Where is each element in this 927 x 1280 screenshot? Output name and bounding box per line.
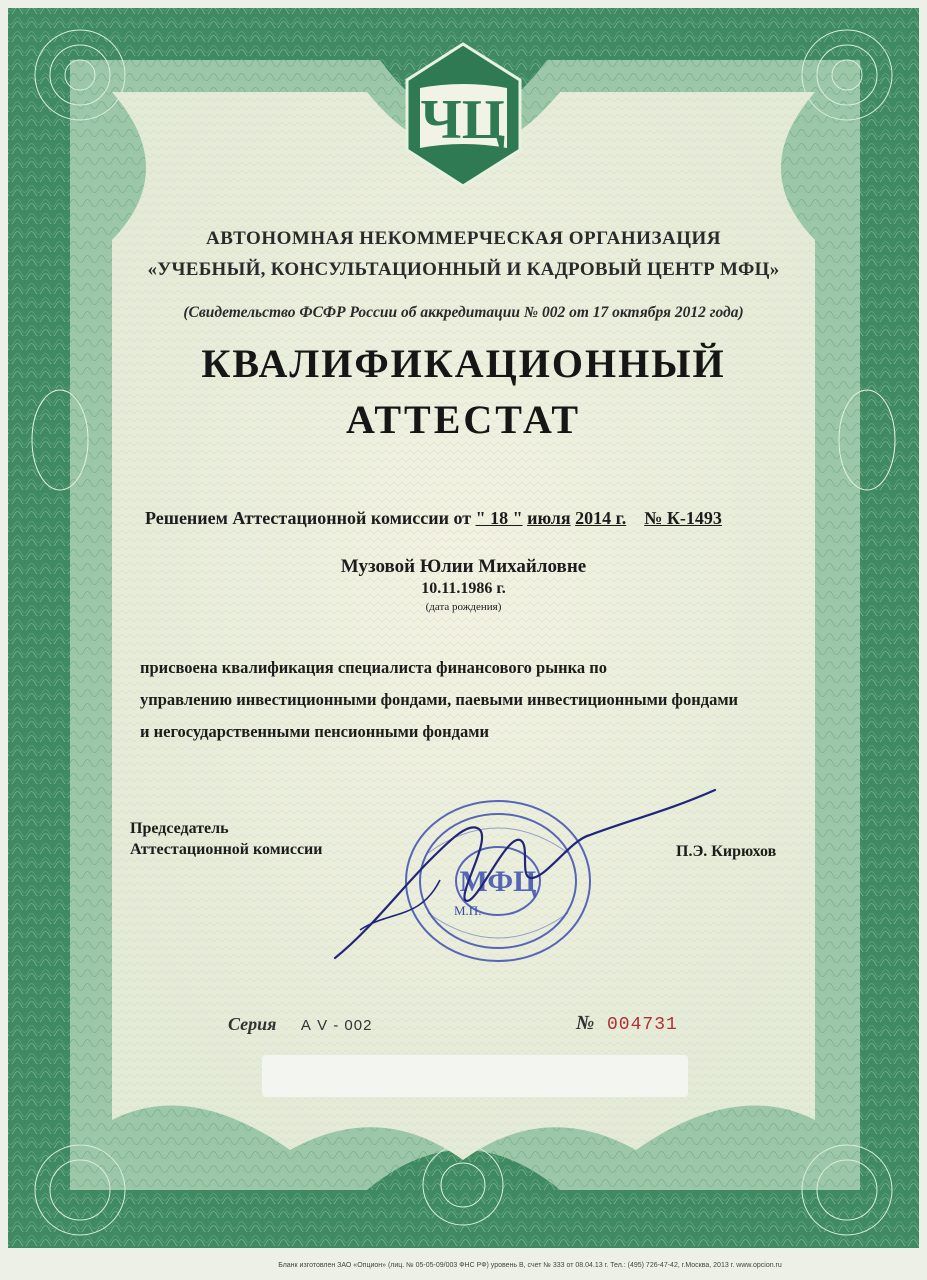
number-label: № [576,1012,595,1034]
decision-number: № К-1493 [644,508,722,528]
decision-prefix: Решением Аттестационной комиссии от [145,508,472,528]
decision-year: 2014 г. [575,508,627,528]
decision-month: июля [527,508,571,528]
series-label: Серия [228,1014,277,1034]
signatory-name: П.Э. Кирюхов [676,843,777,860]
organization-name: «УЧЕБНЫЙ, КОНСУЛЬТАЦИОННЫЙ И КАДРОВЫЙ ЦЕНТР МФЦ» [147,259,780,280]
seal-mark: М.П. [454,903,482,918]
signatory-role [130,818,322,860]
qualification-line1: присвоена квалификация специалиста финансового рынка по [140,658,607,677]
decision-line [145,508,845,529]
organization-type: АВТОНОМНАЯ НЕКОММЕРЧЕСКАЯ ОРГАНИЗАЦИЯ [205,228,721,249]
signatory-role-line1: Председатель [130,820,229,837]
qualification-line2: управлению инвестиционными фондами, паевыми инвестиционными фондами [140,690,739,709]
decision-day: " 18 " [475,508,523,528]
signature [330,780,730,970]
series-field [228,1014,372,1035]
holder-birth-date: 10.11.1986 г. [421,580,506,597]
document-title-line1: КВАЛИФИКАЦИОННЫЙ [201,341,726,386]
holder-name: Музовой Юлии Михайловне [340,556,587,577]
accreditation-note: (Свидетельство ФСФР России об аккредитации № 002 от 17 октября 2012 года) [183,304,744,321]
organization-logo [400,40,527,190]
serial-number: 004731 [607,1015,678,1035]
birth-date-caption: (дата рождения) [425,601,502,613]
document-title-line2: АТТЕСТАТ [345,397,582,442]
logo-text: ЧЦ [420,89,506,151]
blank-strip [262,1055,688,1097]
signatory-role-line2: Аттестационной комиссии [130,841,323,858]
qualification-line3: и негосударственными пенсионными фондами [140,722,490,741]
stamp-center-text: МФЦ [459,865,537,898]
qualification-text [140,652,840,748]
printer-footer: Бланк изготовлен ЗАО «Опцион» (лиц. № 05-05-09/003 ФНС РФ) уровень В, счет № 333 от 08.04.13 г. Тел.: (495) 726-47-42, г.Москва, 2013 г. www.opcion.ru [278,1262,782,1269]
series-value: А V - 002 [300,1017,373,1034]
